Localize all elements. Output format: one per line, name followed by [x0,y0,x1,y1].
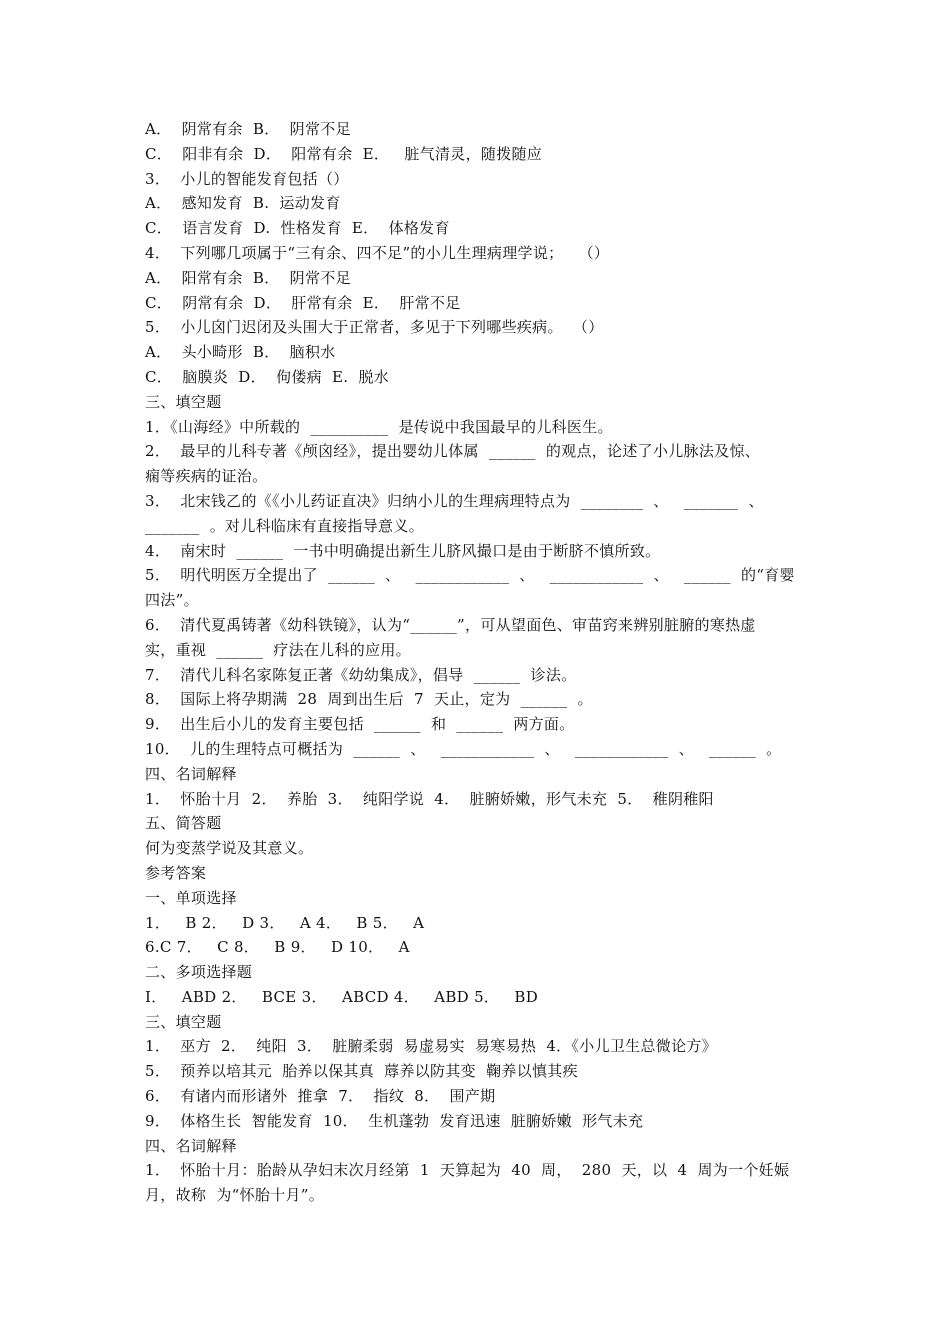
text-line: 4． 下列哪几项属于“三有余、四不足”的小儿生理病理学说； （） [145,243,610,262]
text-line: 10． 儿的生理特点可概括为 ______ 、 ____________ 、 ____________ 、 ______ 。 [145,739,782,758]
text-line: 6.C 7． C 8． B 9． D 10． A [145,938,410,957]
text-line: 6． 清代夏禹铸著《幼科铁镜》，认为“______”，可从望面色、审苗窍来辨别脏腑的寒热虚 [145,615,756,634]
section-heading: 五、简答题 [145,814,222,833]
section-heading: 四、名词解释 [145,1136,237,1155]
text-line: 5． 小儿囟门迟闭及头围大于正常者，多见于下列哪些疾病。 （） [145,318,604,337]
text-line: 5． 预养以培其元 胎养以保其真 蓐养以防其变 鞠养以慎其疾 [145,1062,578,1081]
text-line: A． 阳常有余 B． 阴常不足 [145,268,351,287]
text-line: A． 阴常有余 B． 阴常不足 [145,120,351,138]
text-line: 8． 国际上将孕期满 28 周到出生后 7 天止，定为 ______ 。 [145,690,593,709]
text-line: 1． B 2． D 3． A 4． B 5． A [145,913,425,932]
section-heading: 四、名词解释 [145,764,237,783]
text-line: 6． 有诸内而形诸外 推拿 7． 指纹 8． 围产期 [145,1087,496,1106]
section-heading: 参考答案 [145,863,207,882]
text-line: C． 阳非有余 D． 阳常有余 E． 脏气清灵，随拨随应 [145,144,543,163]
text-line: 月，故称 为“怀胎十月”。 [145,1186,325,1205]
text-line: 7． 清代儿科名家陈复正著《幼幼集成》，倡导 ______ 诊法。 [145,665,577,684]
text-line: 9． 出生后小儿的发育主要包括 ______ 和 ______ 两方面。 [145,715,575,734]
text-line: 4． 南宋时 ______ 一书中明确提出新生儿脐风撮口是由于断脐不慎所致。 [145,541,661,560]
text-line: I． ABD 2． BCE 3． ABCD 4． ABD 5． BD [145,987,539,1006]
text-line: C． 脑膜炎 D． 佝偻病 E. 脱水 [145,367,390,386]
text-line: 9． 体格生长 智能发育 10． 生机蓬勃 发育迅速 脏腑娇嫩 形气未充 [145,1111,644,1130]
text-line: 1．《山海经》中所载的 __________ 是传说中我国最早的儿科医生。 [145,417,613,436]
text-line: C． 阴常有余 D． 肝常有余 E． 肝常不足 [145,293,461,312]
document-page [145,117,810,1208]
text-line: 1． 怀胎十月 2． 养胎 3． 纯阳学说 4． 脏腑娇嫩，形气未充 5． 稚阴稚阳 [145,789,714,808]
text-line: 痫等疾病的证治。 [145,467,268,486]
text-line: 何为变蒸学说及其意义。 [145,839,314,858]
section-heading: 一、单项选择 [145,888,237,907]
section-heading: 二、多项选择题 [145,963,253,982]
text-line: 3． 小儿的智能发育包括（） [145,169,349,188]
text-line: C． 语言发育 D. 性格发育 E． 体格发育 [145,219,450,238]
section-heading: 三、填空题 [145,392,222,411]
text-line: A． 感知发育 B. 运动发育 [145,194,341,213]
text-line: 四法”。 [145,591,199,610]
text-line: 1． 巫方 2． 纯阳 3． 脏腑柔弱 易虚易实 易寒易热 4．《小儿卫生总微论方》 [145,1037,717,1056]
text-line: 5． 明代明医万全提出了 ______ 、 ____________ 、 ____________ 、 ______ 的“育婴 [145,566,795,585]
text-line: 实，重视 ______ 疗法在儿科的应用。 [145,640,411,659]
text-line: 3． 北宋钱乙的《《小儿药证直决》归纳小儿的生理病理特点为 ________ 、 _______ 、 [145,491,764,510]
text-line: A． 头小畸形 B． 脑积水 [145,343,336,362]
text-line: 2． 最早的儿科专著《颅囟经》，提出婴幼儿体属 ______ 的观点，论述了小儿脉法及惊、 [145,442,761,461]
text-line: 1． 怀胎十月：胎龄从孕妇末次月经第 1 天算起为 40 周， 280 天，以 4 周为一个妊娠 [145,1161,790,1180]
section-heading: 三、填空题 [145,1012,222,1031]
text-line: _______ 。对儿科临床有直接指导意义。 [145,516,424,535]
